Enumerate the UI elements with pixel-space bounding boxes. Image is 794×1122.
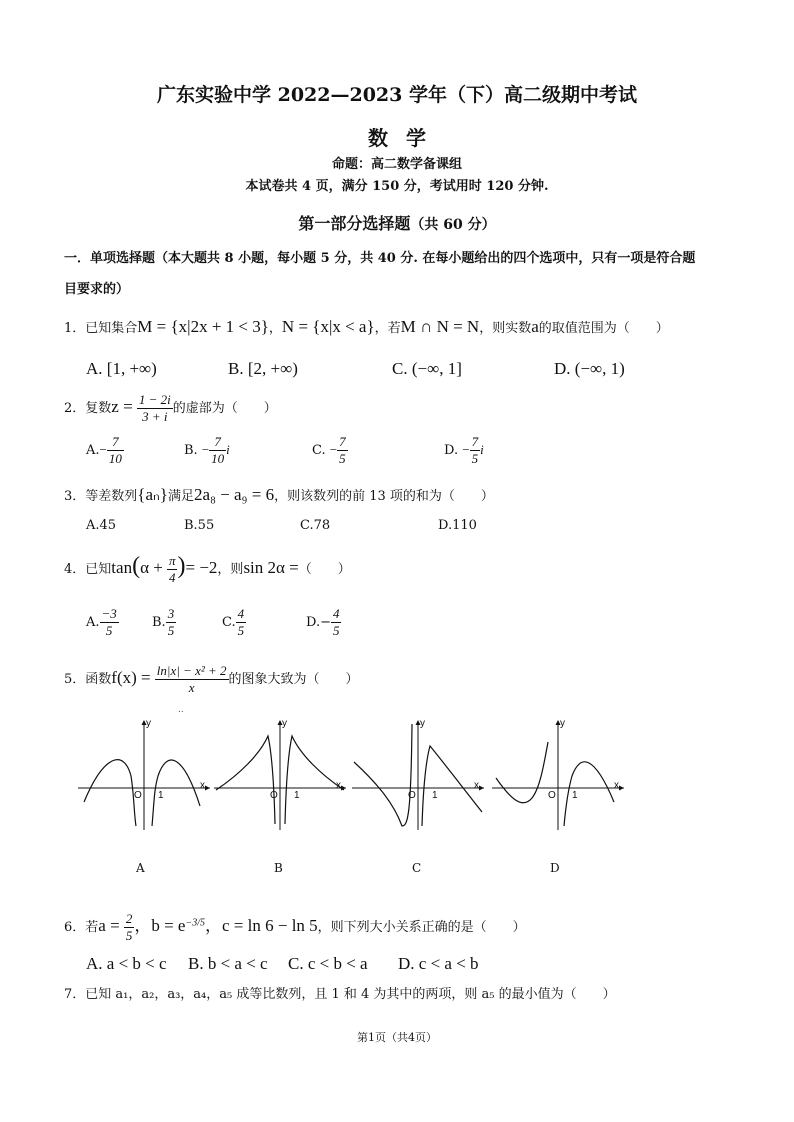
section1-line2: 目要求的） (64, 282, 130, 297)
q3-option-d: D.110 (438, 518, 477, 533)
question-4: 4．已知tan(α + $\frac{\pi}{4}$ )= −2，则sin 2α =（ ） (64, 553, 351, 585)
question-3 (64, 486, 494, 503)
graph-c-label: C (412, 861, 422, 875)
q5-fraction: $\frac{\text{ln|x| − x² + 2}}{x}$ (156, 663, 227, 695)
graph-d (488, 714, 628, 834)
q4-pi-fraction: $\frac{\pi}{4}$ (168, 553, 176, 585)
part1-heading (0, 216, 794, 232)
q6-a-fraction: $\frac{2}{5}$ (125, 911, 133, 943)
graph-d-one: 1 (572, 790, 578, 801)
q4-rhs: = −2 (185, 558, 218, 577)
q1-mid: ，若 (374, 321, 401, 336)
q1-option-d: D. (−∞, 1) (554, 359, 625, 378)
q1-option-c: C. (−∞, 1] (392, 359, 462, 378)
graph-b-label: B (274, 861, 283, 875)
q7-number: 7． (64, 987, 86, 1002)
q2-z: z = (111, 397, 133, 416)
q6-option-c: C. c < b < a (288, 954, 368, 973)
q3-option-a: A.45 (86, 518, 117, 533)
q2-pre: 复数 (85, 401, 112, 416)
graph-b (210, 714, 350, 834)
subject-title: 数学 (368, 126, 444, 150)
q4-number: 4． (64, 562, 86, 577)
q2-option-c: C. − $\frac{7}{5}$ (312, 434, 346, 466)
q2-option-a: A.− $\frac{7}{10}$ (86, 434, 122, 466)
q1-var: a (531, 317, 539, 336)
graph-a-x-label: x (200, 780, 205, 791)
q2-post: 的虚部为（ ） (172, 401, 277, 416)
q7-text: 已知 a₁，a₂，a₃，a₄，a₅ 成等比数列，且 1 和 4 为其中的两项，则 a₅ 的最小值为（ ） (85, 987, 616, 1002)
graph-a (74, 714, 214, 834)
q4-option-b: B. $\frac{3}{5}$ (152, 606, 175, 638)
q2-option-b: B. − $\frac{7}{10}$ i (184, 434, 230, 466)
q1-condition: M ∩ N = N (400, 317, 480, 336)
q4-post: ，则 (217, 562, 244, 577)
graph-c-origin: O (408, 790, 416, 801)
graph-c-one: 1 (432, 790, 438, 801)
setter-line: 命题：高二数学备课组 (331, 157, 462, 172)
graph-c-y-label: y (420, 718, 425, 729)
q3-pre: 等差数列 (85, 489, 138, 504)
graph-a-y-label: y (146, 718, 151, 729)
q5-post: 的图象大致为（ ） (228, 672, 359, 687)
q4-alpha: α + (140, 558, 163, 577)
q6-option-b: B. b < a < c (188, 954, 268, 973)
q1-number: 1． (64, 321, 86, 336)
q2-number: 2． (64, 401, 86, 416)
q1-set-n: N = {x|x < a} (281, 317, 375, 336)
q4-sin: sin 2α = (243, 558, 299, 577)
q1-set-m: M = {x|2x + 1 < 3} (137, 317, 269, 336)
section1-line1: 一．单项选择题（本大题共 8 小题，每小题 5 分，共 40 分. 在每小题给出的四个选项中，只有一项是符合题 (64, 251, 696, 266)
q1-post: ，则实数 (479, 321, 532, 336)
question-7 (64, 988, 616, 1001)
question-2 (64, 393, 277, 424)
graph-d-x-label: x (614, 780, 619, 791)
q6-post: ，则下列大小关系正确的是（ ） (317, 920, 526, 935)
q3-option-b: B.55 (184, 518, 215, 533)
question-1 (64, 318, 669, 335)
q1-option-a: A. [1, +∞) (86, 359, 157, 378)
graph-d-label: D (550, 861, 560, 875)
q1-sep: ， (268, 321, 282, 336)
q3-sequence: {aₙ} (137, 485, 168, 504)
graph-a-origin: O (134, 790, 142, 801)
graph-b-y-label: y (282, 718, 287, 729)
q3-post: ，则该数列的前 13 项的和为（ ） (274, 489, 494, 504)
q2-option-d: D. − $\frac{7}{5}$ i (444, 434, 484, 466)
question-6 (64, 912, 526, 943)
q6-option-a: A. a < b < c (86, 954, 167, 973)
q2-fraction: $\frac{1 - 2i}{3 + i}$ (138, 392, 171, 424)
q1-option-b: B. [2, +∞) (228, 359, 298, 378)
q1-pre: 已知集合 (85, 321, 138, 336)
exam-title: 广东实验中学 2022—2023 学年（下）高二级期中考试 (157, 84, 637, 106)
q3-number: 3． (64, 489, 86, 504)
q3-equation: 2a₈ − a₉ = 6 (193, 485, 275, 504)
q1-end: 的取值范围为（ ） (538, 321, 669, 336)
q6-option-d: D. c < a < b (398, 954, 479, 973)
graph-c-x-label: x (474, 780, 479, 791)
q6-a: a = (98, 916, 120, 935)
page-footer: 第1页（共4页） (357, 1031, 437, 1044)
q4-option-a: A. $\frac{-3}{5}$ (86, 606, 117, 638)
q4-option-d: D.− $\frac{4}{5}$ (306, 606, 340, 638)
graph-b-origin: O (270, 790, 278, 801)
graph-d-y-label: y (560, 718, 565, 729)
graph-b-x-label: x (336, 780, 341, 791)
graph-d-origin: O (548, 790, 556, 801)
exam-info: 本试卷共 4 页，满分 150 分，考试用时 120 分钟. (245, 179, 549, 194)
q4-pre: 已知 (85, 562, 112, 577)
graph-b-one: 1 (294, 790, 300, 801)
q5-pre: 函数 (85, 672, 112, 687)
q4-tan: tan (111, 558, 133, 577)
graph-c (348, 714, 488, 834)
q6-pre: 若 (85, 920, 99, 935)
q6-number: 6． (64, 920, 86, 935)
part1-score: （共 60 分） (410, 217, 496, 233)
question-5 (64, 664, 359, 695)
q3-option-c: C.78 (300, 518, 331, 533)
q5-dots: .. (178, 705, 184, 715)
q5-number: 5． (64, 672, 86, 687)
graph-a-label: A (136, 861, 145, 875)
graph-a-one: 1 (158, 790, 164, 801)
q4-option-c: C. $\frac{4}{5}$ (222, 606, 245, 638)
q6-b: ，b = e (134, 916, 186, 935)
part1-title: 第一部分选择题 (298, 214, 411, 233)
q6-b-exponent: −3/5 (185, 917, 205, 929)
q6-c: ，c = ln 6 − ln 5 (205, 916, 318, 935)
q3-mid: 满足 (167, 489, 194, 504)
q5-fx: f(x) = (111, 668, 151, 687)
q4-end: （ ） (298, 562, 351, 577)
